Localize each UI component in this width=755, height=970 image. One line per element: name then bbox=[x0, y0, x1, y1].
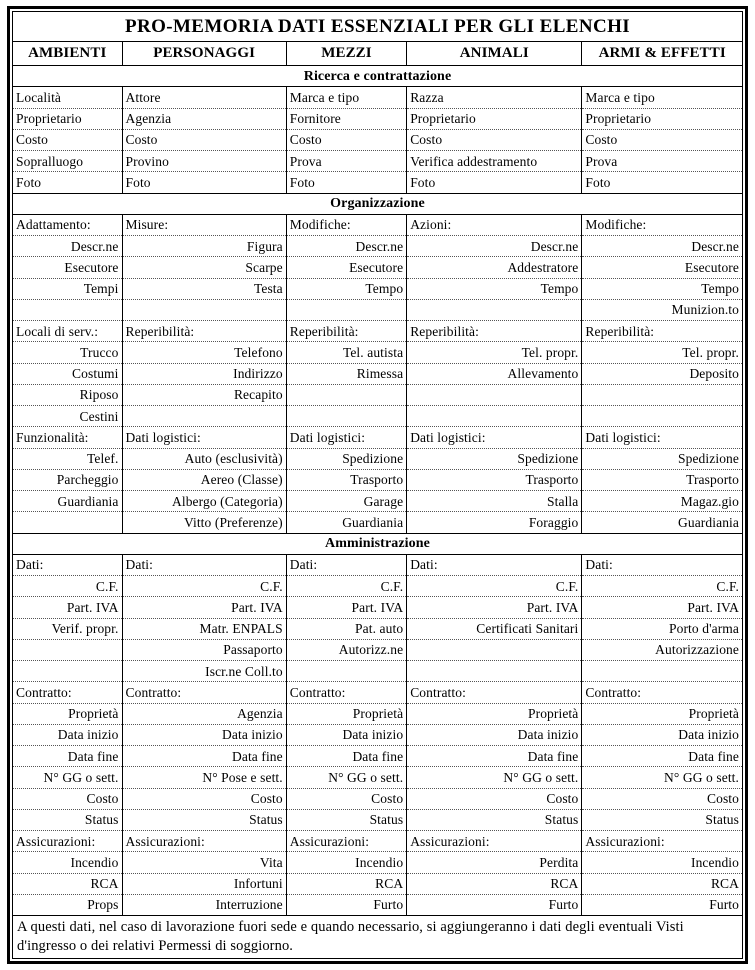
table-cell: Descr.ne bbox=[407, 236, 582, 257]
table-cell: Prova bbox=[286, 151, 406, 172]
table-cell: Esecutore bbox=[286, 257, 406, 278]
table-cell bbox=[407, 384, 582, 405]
table-cell: Part. IVA bbox=[13, 597, 123, 618]
table-row bbox=[13, 618, 743, 639]
table-row bbox=[13, 661, 743, 682]
pro-memoria-table bbox=[12, 11, 743, 959]
table-cell: Spedizione bbox=[582, 448, 743, 469]
table-cell bbox=[582, 406, 743, 427]
table-cell: Proprietario bbox=[407, 108, 582, 129]
table-row bbox=[13, 151, 743, 172]
table-cell: Parcheggio bbox=[13, 469, 123, 490]
table-outer-frame bbox=[7, 6, 748, 964]
table-cell: Trasporto bbox=[582, 469, 743, 490]
table-body bbox=[13, 66, 743, 916]
table-cell: Data inizio bbox=[407, 724, 582, 745]
table-cell: Descr.ne bbox=[582, 236, 743, 257]
section-title: Ricerca e contrattazione bbox=[13, 66, 743, 87]
column-header-personaggi: PERSONAGGI bbox=[122, 42, 286, 66]
table-cell: Proprietario bbox=[582, 108, 743, 129]
table-row bbox=[13, 299, 743, 320]
table-cell: Tempo bbox=[582, 278, 743, 299]
table-row bbox=[13, 852, 743, 873]
table-cell: Reperibilità: bbox=[286, 321, 406, 342]
table-cell: Data inizio bbox=[122, 724, 286, 745]
table-cell: Razza bbox=[407, 87, 582, 108]
table-cell bbox=[286, 299, 406, 320]
table-cell: Autorizzazione bbox=[582, 639, 743, 660]
table-cell: Pat. auto bbox=[286, 618, 406, 639]
table-cell: C.F. bbox=[122, 576, 286, 597]
table-cell: Rimessa bbox=[286, 363, 406, 384]
table-cell: Costo bbox=[13, 788, 123, 809]
table-cell: Telef. bbox=[13, 448, 123, 469]
table-cell: Dati: bbox=[16, 557, 44, 573]
table-cell: Esecutore bbox=[13, 257, 123, 278]
table-cell: Proprietà bbox=[407, 703, 582, 724]
table-row bbox=[13, 724, 743, 745]
table-row bbox=[13, 448, 743, 469]
table-cell: C.F. bbox=[286, 576, 406, 597]
table-cell: Esecutore bbox=[582, 257, 743, 278]
table-cell: Allevamento bbox=[407, 363, 582, 384]
table-cell: Tel. autista bbox=[286, 342, 406, 363]
table-cell: N° GG o sett. bbox=[582, 767, 743, 788]
section-title: Amministrazione bbox=[13, 533, 743, 554]
table-cell: Dati: bbox=[582, 554, 743, 575]
table-cell: RCA bbox=[286, 873, 406, 894]
table-cell: Incendio bbox=[286, 852, 406, 873]
table-row bbox=[13, 576, 743, 597]
table-cell: Adattamento: bbox=[16, 217, 91, 233]
table-cell bbox=[407, 406, 582, 427]
table-row bbox=[13, 236, 743, 257]
table-cell: Fornitore bbox=[286, 108, 406, 129]
table-cell: Perdita bbox=[407, 852, 582, 873]
table-cell: Località bbox=[16, 89, 62, 105]
table-cell: Verifica addestramento bbox=[407, 151, 582, 172]
table-row bbox=[13, 873, 743, 894]
table-cell: Data fine bbox=[286, 746, 406, 767]
column-header-mezzi: MEZZI bbox=[286, 42, 406, 66]
table-cell: Costumi bbox=[13, 363, 123, 384]
table-cell: Incendio bbox=[13, 852, 123, 873]
table-cell: Modifiche: bbox=[582, 214, 743, 235]
table-cell: Magaz.gio bbox=[582, 491, 743, 512]
table-cell: N° GG o sett. bbox=[407, 767, 582, 788]
table-row bbox=[13, 512, 743, 533]
table-cell: Verif. propr. bbox=[13, 618, 123, 639]
table-cell: C.F. bbox=[13, 576, 123, 597]
table-cell: Recapito bbox=[122, 384, 286, 405]
table-cell: Trucco bbox=[13, 342, 123, 363]
table-cell: Guardiania bbox=[286, 512, 406, 533]
table-row bbox=[13, 87, 743, 108]
table-cell: Data fine bbox=[407, 746, 582, 767]
table-cell: Data fine bbox=[582, 746, 743, 767]
table-cell: Iscr.ne Coll.to bbox=[122, 661, 286, 682]
table-cell bbox=[407, 299, 582, 320]
section-header-row bbox=[13, 533, 743, 554]
table-cell bbox=[13, 299, 123, 320]
table-cell: Data fine bbox=[13, 746, 123, 767]
table-cell: Status bbox=[407, 809, 582, 830]
table-row bbox=[13, 831, 743, 852]
table-cell: Foto bbox=[13, 172, 123, 193]
table-row bbox=[13, 491, 743, 512]
table-row bbox=[13, 257, 743, 278]
table-cell: Data inizio bbox=[582, 724, 743, 745]
table-cell: Reperibilità: bbox=[582, 321, 743, 342]
table-cell: Certificati Sanitari bbox=[407, 618, 582, 639]
table-row bbox=[13, 129, 743, 150]
table-cell: Tel. propr. bbox=[407, 342, 582, 363]
table-cell: Furto bbox=[582, 894, 743, 915]
table-cell: Data fine bbox=[122, 746, 286, 767]
table-cell: Status bbox=[122, 809, 286, 830]
table-cell: Agenzia bbox=[122, 108, 286, 129]
table-cell: Spedizione bbox=[286, 448, 406, 469]
table-row bbox=[13, 172, 743, 193]
table-cell: Dati: bbox=[286, 554, 406, 575]
table-cell: Assicurazioni: bbox=[286, 831, 406, 852]
table-cell: Riposo bbox=[13, 384, 123, 405]
table-cell: Costo bbox=[407, 788, 582, 809]
section-header-row bbox=[13, 193, 743, 214]
table-cell bbox=[13, 639, 123, 660]
table-row bbox=[13, 384, 743, 405]
table-cell bbox=[13, 661, 123, 682]
table-cell: Interruzione bbox=[122, 894, 286, 915]
table-row bbox=[13, 767, 743, 788]
table-cell: Vitto (Preferenze) bbox=[122, 512, 286, 533]
table-row bbox=[13, 278, 743, 299]
table-cell: Dati logistici: bbox=[122, 427, 286, 448]
table-row bbox=[13, 894, 743, 915]
table-cell: Locali di serv.: bbox=[13, 321, 123, 342]
column-header-row bbox=[13, 42, 743, 66]
table-cell: Costo bbox=[122, 129, 286, 150]
table-cell: Part. IVA bbox=[286, 597, 406, 618]
table-foot bbox=[13, 916, 743, 959]
footer-row bbox=[13, 916, 743, 959]
table-cell: Foto bbox=[286, 172, 406, 193]
section-header-row bbox=[13, 66, 743, 87]
table-cell: Spedizione bbox=[407, 448, 582, 469]
table-cell: Descr.ne bbox=[286, 236, 406, 257]
table-cell: Dati logistici: bbox=[407, 427, 582, 448]
table-cell: Dati: bbox=[407, 554, 582, 575]
table-cell: Funzionalità: bbox=[13, 427, 123, 448]
table-row bbox=[13, 746, 743, 767]
table-row bbox=[13, 554, 743, 575]
table-cell bbox=[582, 661, 743, 682]
table-cell: Sopralluogo bbox=[13, 151, 123, 172]
table-cell: Trasporto bbox=[286, 469, 406, 490]
table-cell: Tel. propr. bbox=[582, 342, 743, 363]
table-cell: Contratto: bbox=[407, 682, 582, 703]
table-row bbox=[13, 703, 743, 724]
table-cell: Costo bbox=[582, 788, 743, 809]
table-cell: N° GG o sett. bbox=[286, 767, 406, 788]
table-head bbox=[13, 12, 743, 66]
table-cell: Costo bbox=[582, 129, 743, 150]
table-cell bbox=[582, 384, 743, 405]
table-cell: Prova bbox=[582, 151, 743, 172]
table-cell: Contratto: bbox=[122, 682, 286, 703]
table-cell: Aereo (Classe) bbox=[122, 469, 286, 490]
table-cell bbox=[286, 406, 406, 427]
table-cell bbox=[407, 661, 582, 682]
table-row bbox=[13, 788, 743, 809]
column-header-animali: ANIMALI bbox=[407, 42, 582, 66]
table-cell: Foto bbox=[407, 172, 582, 193]
table-cell bbox=[286, 661, 406, 682]
table-cell: RCA bbox=[582, 873, 743, 894]
table-cell: Scarpe bbox=[122, 257, 286, 278]
table-cell: Costo bbox=[13, 129, 123, 150]
table-cell: Deposito bbox=[582, 363, 743, 384]
table-cell: Munizion.to bbox=[582, 299, 743, 320]
table-cell: Azioni: bbox=[407, 214, 582, 235]
table-cell: Foto bbox=[582, 172, 743, 193]
table-row bbox=[13, 809, 743, 830]
table-cell: Auto (esclusività) bbox=[122, 448, 286, 469]
table-cell: Incendio bbox=[582, 852, 743, 873]
table-cell: Albergo (Categoria) bbox=[122, 491, 286, 512]
table-cell: Trasporto bbox=[407, 469, 582, 490]
table-cell: N° Pose e sett. bbox=[122, 767, 286, 788]
column-header-armi-effetti: ARMI & EFFETTI bbox=[582, 42, 743, 66]
table-row bbox=[13, 469, 743, 490]
table-row bbox=[13, 682, 743, 703]
table-row bbox=[13, 406, 743, 427]
table-cell: Misure: bbox=[122, 214, 286, 235]
table-cell: Contratto: bbox=[582, 682, 743, 703]
table-row bbox=[13, 427, 743, 448]
table-cell: Foto bbox=[122, 172, 286, 193]
table-cell: Props bbox=[13, 894, 123, 915]
table-cell: Descr.ne bbox=[13, 236, 123, 257]
table-cell: Assicurazioni: bbox=[13, 831, 123, 852]
table-cell: Indirizzo bbox=[122, 363, 286, 384]
table-cell: RCA bbox=[407, 873, 582, 894]
table-cell: Provino bbox=[122, 151, 286, 172]
table-cell: Contratto: bbox=[13, 682, 123, 703]
table-cell: Stalla bbox=[407, 491, 582, 512]
table-row bbox=[13, 214, 743, 235]
table-cell: Dati logistici: bbox=[582, 427, 743, 448]
table-cell: Guardiania bbox=[582, 512, 743, 533]
table-cell bbox=[122, 406, 286, 427]
table-cell: Status bbox=[582, 809, 743, 830]
table-cell: RCA bbox=[13, 873, 123, 894]
table-cell: Assicurazioni: bbox=[407, 831, 582, 852]
table-cell: Proprietà bbox=[286, 703, 406, 724]
table-cell: Telefono bbox=[122, 342, 286, 363]
table-cell: Assicurazioni: bbox=[582, 831, 743, 852]
table-cell: Part. IVA bbox=[407, 597, 582, 618]
table-cell: Garage bbox=[286, 491, 406, 512]
table-cell: Autorizz.ne bbox=[286, 639, 406, 660]
table-cell: Agenzia bbox=[122, 703, 286, 724]
table-cell: Foraggio bbox=[407, 512, 582, 533]
table-cell: Furto bbox=[407, 894, 582, 915]
table-cell: Passaporto bbox=[122, 639, 286, 660]
footer-note: A questi dati, nel caso di lavorazione fuori sede e quando necessario, si aggiungeranno i dati degli eventuali Visti d'ingresso o dei relativi Permessi di soggiorno. bbox=[13, 916, 743, 959]
table-cell: Proprietà bbox=[582, 703, 743, 724]
table-cell: Marca e tipo bbox=[286, 87, 406, 108]
table-cell: Costo bbox=[286, 788, 406, 809]
table-cell: Proprietà bbox=[13, 703, 123, 724]
table-cell: C.F. bbox=[582, 576, 743, 597]
table-cell: Porto d'arma bbox=[582, 618, 743, 639]
table-cell: Status bbox=[286, 809, 406, 830]
table-cell: Infortuni bbox=[122, 873, 286, 894]
table-cell: Matr. ENPALS bbox=[122, 618, 286, 639]
table-cell: Costo bbox=[122, 788, 286, 809]
table-cell: Data inizio bbox=[286, 724, 406, 745]
table-cell: Proprietario bbox=[13, 108, 123, 129]
table-cell: Reperibilità: bbox=[122, 321, 286, 342]
table-row bbox=[13, 342, 743, 363]
table-cell: Furto bbox=[286, 894, 406, 915]
table-cell: Figura bbox=[122, 236, 286, 257]
table-cell: Assicurazioni: bbox=[122, 831, 286, 852]
table-cell: Data inizio bbox=[13, 724, 123, 745]
table-cell: Marca e tipo bbox=[582, 87, 743, 108]
table-cell: Addestratore bbox=[407, 257, 582, 278]
table-cell: C.F. bbox=[407, 576, 582, 597]
section-title: Organizzazione bbox=[13, 193, 743, 214]
table-cell: Tempi bbox=[13, 278, 123, 299]
table-row bbox=[13, 639, 743, 660]
table-cell: Reperibilità: bbox=[407, 321, 582, 342]
table-cell: Tempo bbox=[286, 278, 406, 299]
table-cell: Contratto: bbox=[286, 682, 406, 703]
table-row bbox=[13, 597, 743, 618]
table-cell: Modifiche: bbox=[286, 214, 406, 235]
table-cell: Testa bbox=[122, 278, 286, 299]
table-cell: Part. IVA bbox=[122, 597, 286, 618]
table-row bbox=[13, 108, 743, 129]
table-row bbox=[13, 363, 743, 384]
title-row bbox=[13, 12, 743, 42]
table-cell: Tempo bbox=[407, 278, 582, 299]
table-cell: Part. IVA bbox=[582, 597, 743, 618]
column-header-ambienti: AMBIENTI bbox=[13, 42, 123, 66]
page-title: PRO-MEMORIA DATI ESSENZIALI PER GLI ELENCHI bbox=[13, 12, 743, 42]
table-cell bbox=[13, 512, 123, 533]
table-cell bbox=[407, 639, 582, 660]
table-cell bbox=[122, 299, 286, 320]
table-cell bbox=[286, 384, 406, 405]
table-cell: N° GG o sett. bbox=[13, 767, 123, 788]
table-cell: Costo bbox=[407, 129, 582, 150]
table-cell: Vita bbox=[122, 852, 286, 873]
table-row bbox=[13, 321, 743, 342]
table-cell: Cestini bbox=[13, 406, 123, 427]
table-cell: Attore bbox=[122, 87, 286, 108]
table-cell: Status bbox=[13, 809, 123, 830]
table-cell: Dati logistici: bbox=[286, 427, 406, 448]
table-cell: Dati: bbox=[122, 554, 286, 575]
table-cell: Guardiania bbox=[13, 491, 123, 512]
table-cell: Costo bbox=[286, 129, 406, 150]
